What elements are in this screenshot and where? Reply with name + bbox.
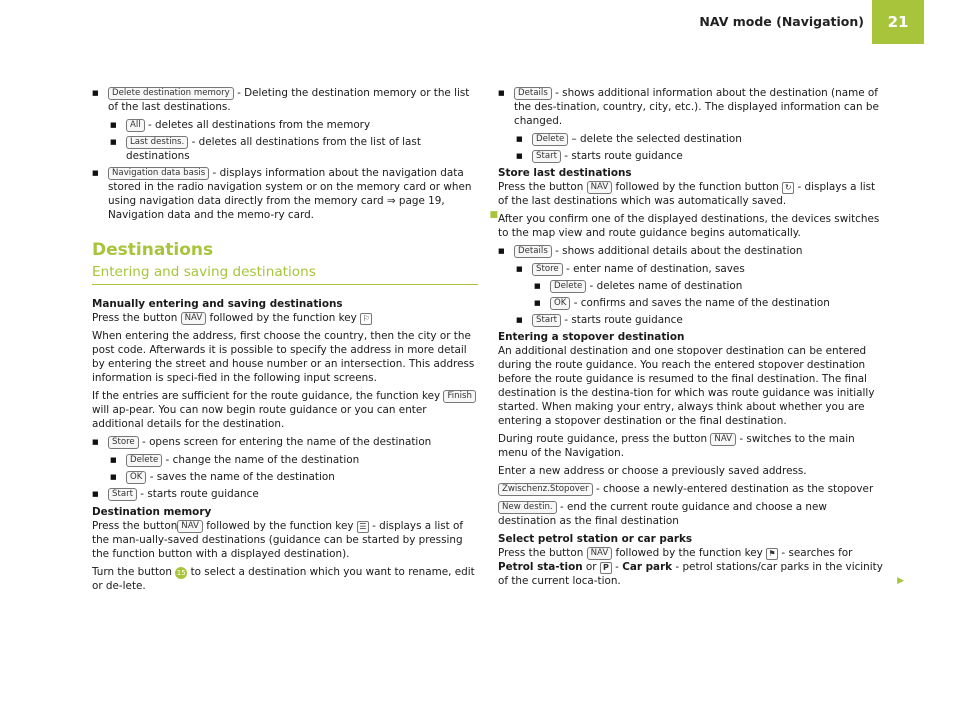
nav-key: NAV [177,520,203,533]
last-destins-key: Last destins. [126,136,188,149]
paragraph-heading: Destination memory [92,506,212,518]
page-header-title: NAV mode (Navigation) [699,14,864,29]
list-item: ■ Store - enter name of destination, saves [498,262,884,276]
list-item [92,86,478,114]
list-item-text: - displays information about the navigation data stored in the radio navigation system or on the memory card or when using navigation data directly from the memory card ⇒ page 19, Navigation data and the memo-ry card. [108,167,472,221]
paragraph: Press the button NAV followed by the function key ⚐ [92,311,478,325]
paragraph-heading: Entering a stopover destination [498,331,685,343]
list-item [92,135,478,163]
paragraph: Press the button NAV followed by the function key ⚑ - searches for Petrol sta-tion or P - Car park - petrol stations/car parks in the vicinity of the current loca-tion. ▶ [498,547,904,587]
paragraph: Turn the button 15 to select a destination which you want to rename, edit or de-lete. [92,566,475,592]
paragraph: During route guidance, press the button NAV - switches to the main menu of the Navigation. [498,433,855,459]
paragraph: New destin. - end the current route guidance and choose a new destination as the final destination [498,501,827,527]
paragraph: Enter a new address or choose a previously saved address. [498,465,807,477]
right-column [498,86,904,592]
paragraph: If the entries are sufficient for the route guidance, the function key Finish will ap-pear. You can now begin route guidance or you can enter additional details for the destination. [92,389,478,431]
paragraph: After you confirm one of the displayed destinations, the devices switches to the map view and route guidance begins automatically. [498,213,880,239]
poi-key-icon: ⚑ [766,548,778,560]
list-item: ■ Start - starts route guidance [498,313,884,327]
delete-destination-memory-key: Delete destination memory [108,87,234,100]
list-item: ■ OK - saves the name of the destination [92,470,478,484]
subsection-heading: Entering and saving destinations [92,264,478,285]
page-number-badge: 21 [872,0,924,44]
list-item-text: - deletes all destinations from the memory [144,119,371,131]
start-key: Start [532,314,561,327]
list-item: ■ Details - shows additional information about the destination (name of the des-tination, country, city, etc.). The displayed information can be changed. [498,86,884,128]
memory-key-icon: ☰ [357,521,369,533]
section-heading: Destinations [92,240,214,260]
nav-key: NAV [587,547,613,560]
list-item: ■ Details - shows additional details about the destination [498,244,884,258]
start-key: Start [532,150,561,163]
paragraph-heading: Select petrol station or car parks [498,533,693,545]
details-key: Details [514,245,552,258]
details-key: Details [514,87,552,100]
list-item-text: - deletes all destinations from the list of last destinations [126,136,421,162]
delete-key: Delete [532,133,568,146]
nav-key: NAV [181,312,207,325]
finish-key: Finish [443,390,475,403]
section-end-icon: ■ [489,210,498,220]
paragraph: When entering the address, first choose the country, then the city or the post code. Afterwards it is possible to specify the address in more detail by entering the street and house number or an intersection. This address information is speci-fied in the following input screens. [92,330,475,384]
paragraph: An additional destination and one stopover destination can be entered during the route guidance. You reach the entered stopover destination before the route guidance is resumed to the final destination. The final destination is the destina-tion for which was route guidance was initially started. When making your entry, always think about whether you are entering a stopover destination or the final destination. [498,345,875,427]
navigation-data-basis-key: Navigation data basis [108,167,209,180]
nav-key: NAV [710,433,736,446]
list-item: ■ Delete – delete the selected destination [498,132,884,146]
delete-key: Delete [550,280,586,293]
list-item [92,166,498,222]
knob-15-icon: 15 [176,569,186,577]
all-key: All [126,119,145,132]
continue-arrow-icon: ▶ [897,576,904,586]
parking-icon: P [600,562,612,574]
list-item: ■ Store - opens screen for entering the name of the destination [92,435,478,449]
paragraph: Press the button NAV followed by the function button ↻ - displays a list of the last destinations which was automatically saved. [498,181,876,207]
left-column [92,86,498,597]
store-key: Store [108,436,139,449]
paragraph: Zwischenz.Stopover - choose a newly-entered destination as the stopover [498,482,884,496]
ok-key: OK [126,471,146,484]
list-item-text: - Deleting the destination memory or the list of the last destinations. [108,87,470,113]
list-item: ■ Start - starts route guidance [498,149,884,163]
last-destinations-key-icon: ↻ [782,182,794,194]
store-key: Store [532,263,563,276]
stopover-key: Zwischenz.Stopover [498,483,593,496]
delete-key: Delete [126,454,162,467]
flag-key-icon: ⚐ [360,313,372,325]
paragraph: Press the button NAV followed by the function key ☰ - displays a list of the man-ually-saved destinations (guidance can be started by pressing the function button with a displayed destination). [92,520,464,560]
list-item: ■ Start - starts route guidance [92,487,478,501]
ok-key: OK [550,297,570,310]
list-item: ■ Delete - change the name of the destination [92,453,478,467]
list-item [92,118,478,132]
paragraph-heading: Manually entering and saving destinations [92,298,343,310]
list-item: ■ Delete - deletes name of destination [498,279,884,293]
list-item: ■ OK - confirms and saves the name of the destination [498,296,884,310]
paragraph-heading: Store last destinations [498,167,632,179]
start-key: Start [108,488,137,501]
nav-key: NAV [587,181,613,194]
new-destin-key: New destin. [498,501,557,514]
